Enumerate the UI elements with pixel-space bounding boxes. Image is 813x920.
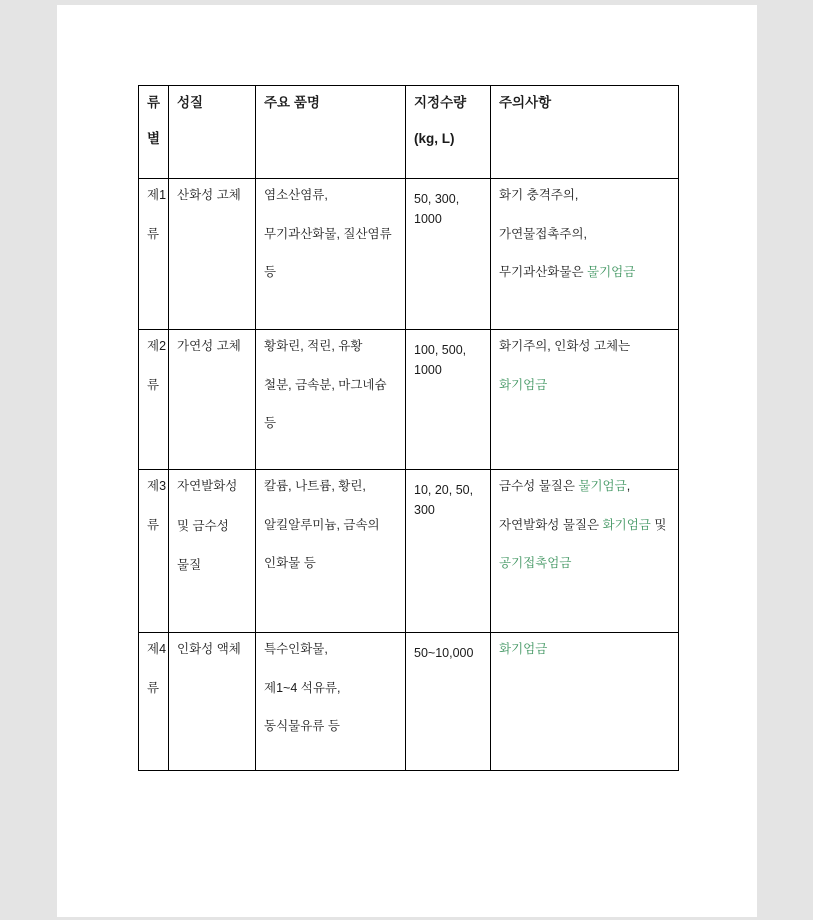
column-header-property-label: 성질 bbox=[177, 95, 204, 110]
column-header-items bbox=[256, 86, 406, 179]
cell-class-line2: 류 bbox=[147, 680, 160, 695]
cell-items-line: 특수인화물, bbox=[264, 642, 328, 656]
cell-items-line: 염소산염류, bbox=[264, 188, 328, 202]
cell-items-line: 동식물유류 등 bbox=[264, 719, 340, 733]
cell-notes bbox=[491, 633, 679, 771]
notes-highlight-text: 화기엄금 bbox=[602, 517, 651, 532]
column-header-items-label: 주요 품명 bbox=[264, 95, 320, 110]
cell-items-line: 인화물 등 bbox=[264, 556, 316, 570]
notes-highlight-text: 물기엄금 bbox=[587, 265, 636, 279]
cell-class-line1: 제2 bbox=[147, 339, 167, 353]
column-header-class bbox=[139, 86, 169, 179]
notes-plain-text: 가연물접촉주의, bbox=[499, 226, 587, 241]
notes-plain-text: 금수성 물질은 bbox=[499, 479, 579, 493]
cell-property-line: 자연발화성 bbox=[177, 479, 238, 493]
cell-quantity bbox=[406, 633, 491, 771]
cell-items-line: 칼륨, 나트륨, 황린, bbox=[264, 479, 366, 493]
cell-class-line1: 제4 bbox=[147, 642, 167, 656]
notes-plain-text: 화기주의, 인화성 고체는 bbox=[499, 339, 631, 353]
notes-highlight-text: 화기엄금 bbox=[499, 377, 548, 392]
column-header-notes-label: 주의사항 bbox=[499, 95, 552, 110]
document-page-sheet bbox=[57, 5, 757, 917]
cell-class-line1: 제3 bbox=[147, 479, 167, 493]
notes-plain-text: 자연발화성 물질은 bbox=[499, 517, 603, 532]
column-header-class-line2: 별 bbox=[147, 130, 161, 146]
column-header-property bbox=[169, 86, 256, 179]
table-row bbox=[139, 179, 679, 330]
cell-items-line: 철분, 금속분, 마그네슘 bbox=[264, 377, 387, 392]
cell-quantity bbox=[406, 470, 491, 633]
cell-quantity-value: 50~10,000 bbox=[414, 646, 474, 660]
cell-notes-line bbox=[499, 189, 671, 202]
cell-items-line: 황화린, 적린, 유황 bbox=[264, 339, 363, 353]
cell-notes-line bbox=[499, 557, 671, 570]
cell-notes-line bbox=[499, 480, 671, 493]
cell-items bbox=[256, 179, 406, 330]
cell-items bbox=[256, 330, 406, 470]
cell-property-line: 인화성 액체 bbox=[177, 642, 241, 656]
cell-property-line: 가연성 고체 bbox=[177, 339, 241, 353]
cell-property-line: 물질 bbox=[177, 558, 202, 572]
cell-items bbox=[256, 470, 406, 633]
cell-class bbox=[139, 179, 169, 330]
cell-property bbox=[169, 179, 256, 330]
column-header-quantity-line1: 지정수량 bbox=[414, 95, 467, 110]
cell-property-line: 및 금수성 bbox=[177, 518, 229, 533]
cell-items-line: 알킬알루미늄, 금속의 bbox=[264, 517, 380, 532]
cell-quantity bbox=[406, 330, 491, 470]
cell-notes-line bbox=[499, 379, 671, 392]
cell-property bbox=[169, 470, 256, 633]
cell-quantity bbox=[406, 179, 491, 330]
table-row bbox=[139, 470, 679, 633]
cell-notes-line bbox=[499, 340, 671, 353]
cell-property-line: 산화성 고체 bbox=[177, 188, 241, 202]
cell-quantity-value: 10, 20, 50, 300 bbox=[414, 483, 474, 518]
notes-highlight-text: 물기엄금 bbox=[578, 479, 627, 493]
cell-property bbox=[169, 330, 256, 470]
cell-class-line2: 류 bbox=[147, 226, 160, 241]
cell-class-line2: 류 bbox=[147, 517, 160, 532]
cell-items-line: 제1~4 석유류, bbox=[264, 680, 341, 695]
hazardous-materials-table-container bbox=[138, 85, 678, 771]
column-header-quantity bbox=[406, 86, 491, 179]
cell-notes-line bbox=[499, 266, 671, 279]
cell-class bbox=[139, 633, 169, 771]
cell-quantity-value: 100, 500, 1000 bbox=[414, 343, 467, 378]
hazardous-materials-table bbox=[138, 85, 679, 771]
notes-plain-text: 무기과산화물은 bbox=[499, 265, 587, 279]
table-header-row bbox=[139, 86, 679, 179]
cell-items-line: 등 bbox=[264, 416, 277, 430]
cell-notes bbox=[491, 330, 679, 470]
cell-quantity-value: 50, 300, 1000 bbox=[414, 192, 460, 227]
cell-notes-line bbox=[499, 519, 671, 532]
cell-notes-line bbox=[499, 228, 671, 241]
notes-tail-text: 및 bbox=[650, 517, 667, 532]
column-header-quantity-line2: (kg, L) bbox=[414, 130, 455, 146]
cell-class bbox=[139, 330, 169, 470]
notes-highlight-text: 공기접촉엄금 bbox=[499, 556, 572, 570]
table-row bbox=[139, 330, 679, 470]
cell-property bbox=[169, 633, 256, 771]
column-header-notes bbox=[491, 86, 679, 179]
cell-class bbox=[139, 470, 169, 633]
cell-items bbox=[256, 633, 406, 771]
cell-class-line2: 류 bbox=[147, 377, 160, 392]
notes-tail-text: , bbox=[626, 479, 631, 493]
notes-plain-text: 화기 충격주의, bbox=[499, 188, 579, 202]
table-row bbox=[139, 633, 679, 771]
cell-class-line1: 제1 bbox=[147, 188, 167, 202]
notes-highlight-text: 화기엄금 bbox=[499, 642, 548, 656]
cell-notes bbox=[491, 470, 679, 633]
cell-notes bbox=[491, 179, 679, 330]
cell-notes-line bbox=[499, 643, 671, 656]
cell-items-line: 등 bbox=[264, 265, 277, 279]
column-header-class-line1: 류 bbox=[147, 95, 161, 110]
cell-items-line: 무기과산화물, 질산염류 bbox=[264, 226, 392, 241]
